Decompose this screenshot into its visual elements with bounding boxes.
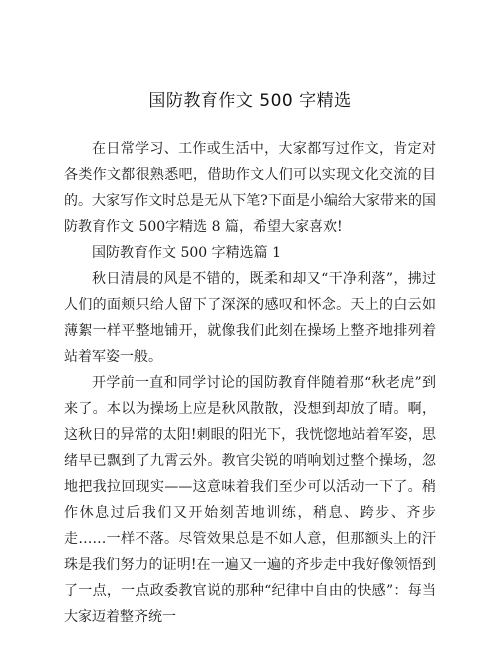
- paragraph-2: 开学前一直和同学讨论的国防教育伴随着那“秋老虎”到来了。本以为操场上应是秋风散散，没想到却放了晴。啊，这秋日的异常的太阳!刺眼的阳光下，我恍惚地站着军姿，思绪早已飘到了九霄云外。教官尖锐的哨响划过整个操场，忽地把我拉回现实——这意味着我们至少可以活动一下了。稍作休息过后我们又开始刻苦地训练，稍息、跨步、齐步走……一样不落。尽管效果总是不如人意，但那额头上的汗珠是我们努力的证明!在一遍又一遍的齐步走中我好像领悟到了一点，一点政委教官说的那种“纪律中自由的快感”：每当大家迈着整齐统一: [64, 375, 436, 625]
- intro-paragraph: 在日常学习、工作或生活中，大家都写过作文，肯定对各类作文都很熟悉吧，借助作文人们可以实现文化交流的目的。大家写作文时总是无从下笔?下面是小编给大家带来的国防教育作文 500字精选 8 篇，希望大家喜欢!: [64, 141, 436, 235]
- document-title: 国防教育作文 500 字精选: [148, 91, 352, 111]
- section-heading: 国防教育作文 500 字精选篇 1: [92, 245, 281, 261]
- document-body: [64, 136, 436, 630]
- paragraph-1: 秋日清晨的风是不错的，既柔和却又“干净利落”，拂过人们的面颊只给人留下了深深的感叹和怀念。天上的白云如薄絮一样平整地铺开，就像我们此刻在操场上整齐地排列着站着军姿一般。: [64, 271, 436, 365]
